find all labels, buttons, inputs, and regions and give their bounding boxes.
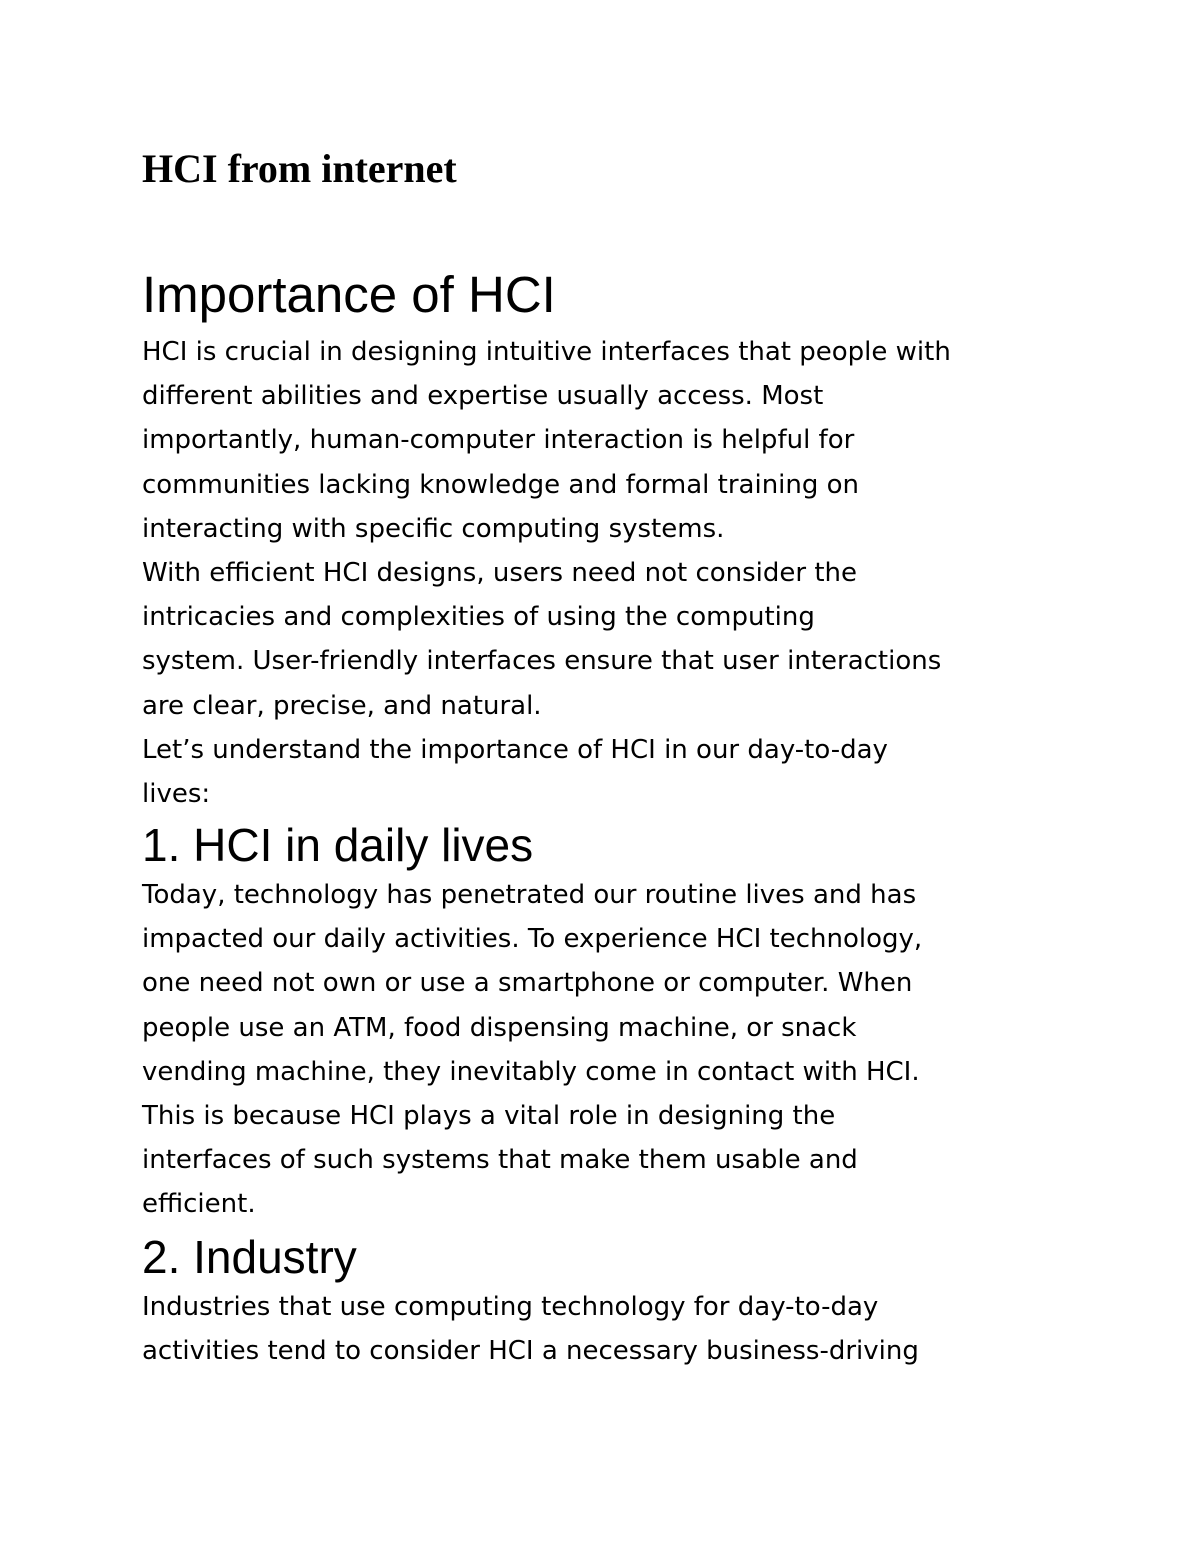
text-line: Let’s understand the importance of HCI in our day-to-day (142, 734, 888, 765)
text-line: people use an ATM, food dispensing machine, or snack (142, 1012, 857, 1043)
text-line: HCI is crucial in designing intuitive interfaces that people with (142, 337, 951, 367)
text-line: impacted our daily activities. To experience HCI technology, (142, 924, 923, 955)
intro-paragraph-3 (142, 728, 1082, 816)
text-line: one need not own or use a smartphone or computer. When (142, 968, 913, 999)
text-line: different abilities and expertise usually access. Most (142, 381, 824, 412)
section-industry-paragraph (142, 1285, 1082, 1373)
intro-paragraph-2 (142, 551, 1082, 728)
text-line: intricacies and complexities of using the computing (142, 602, 815, 633)
text-line: interfaces of such systems that make them usable and (142, 1145, 858, 1176)
text-line: Industries that use computing technology for day-to-day (142, 1291, 879, 1322)
intro-paragraph-1 (142, 330, 1082, 551)
text-line: interacting with specific computing systems. (142, 513, 725, 544)
document-title: HCI from internet (142, 146, 457, 191)
text-line: lives: (142, 778, 211, 809)
text-line: With efficient HCI designs, users need not consider the (142, 557, 858, 588)
text-line: importantly, human-computer interaction is helpful for (142, 425, 855, 456)
section-daily-lives-paragraph (142, 873, 1082, 1227)
heading-hci-in-daily-lives: 1. HCI in daily lives (142, 819, 534, 872)
text-line: vending machine, they inevitably come in contact with HCI. (142, 1056, 920, 1087)
text-line: communities lacking knowledge and formal training on (142, 469, 860, 500)
text-line: activities tend to consider HCI a necessary business-driving (142, 1335, 919, 1366)
heading-importance-of-hci: Importance of HCI (142, 266, 556, 323)
text-line: efficient. (142, 1189, 256, 1220)
document-body (142, 260, 1082, 1373)
heading-industry: 2. Industry (142, 1230, 357, 1283)
text-line: This is because HCI plays a vital role in designing the (142, 1101, 836, 1131)
text-line: are clear, precise, and natural. (142, 690, 542, 721)
text-line: system. User-friendly interfaces ensure that user interactions (142, 646, 942, 677)
text-line: Today, technology has penetrated our routine lives and has (142, 880, 917, 911)
